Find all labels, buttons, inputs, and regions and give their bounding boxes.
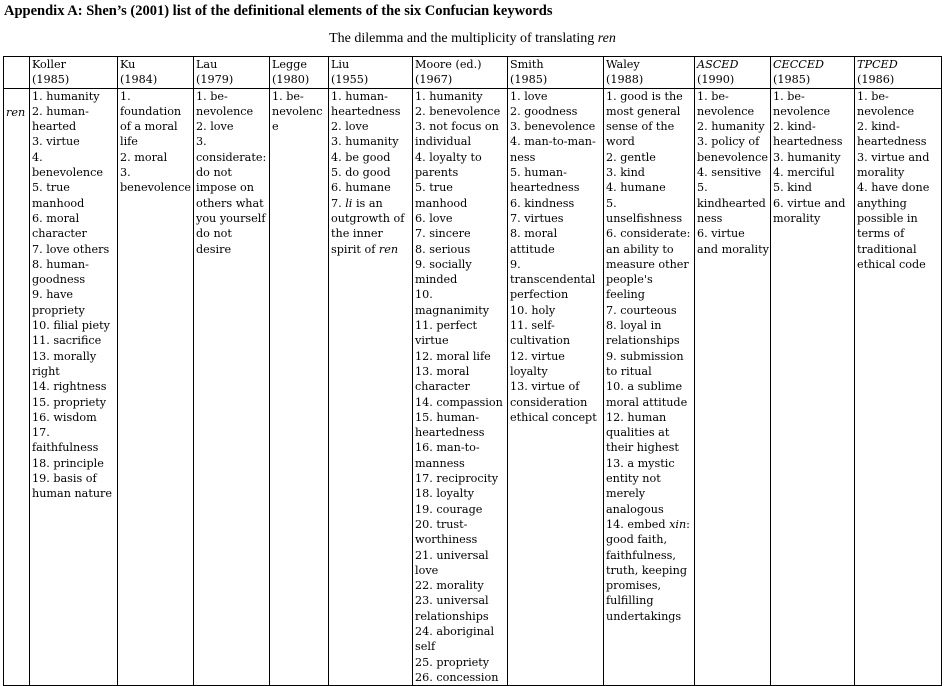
corner-cell: [4, 57, 30, 89]
translation-item: 6. humane: [331, 181, 391, 195]
translation-cell: [194, 88, 270, 686]
translation-item: 1. love: [510, 89, 548, 103]
translation-item: 17. reciprocity: [415, 472, 499, 486]
translation-item: 3. policy of benevolence: [697, 135, 768, 164]
source-year: (1985): [773, 73, 811, 87]
translation-item: 20. trust-worthiness: [415, 517, 478, 547]
source-name: Ku: [120, 58, 136, 71]
translation-item: 1. humanity: [32, 89, 100, 103]
caption-text: The dilemma and the multiplicity of translating: [329, 31, 598, 46]
translation-item: 2. kind-heartedness: [857, 120, 927, 149]
translation-item: 17. faithfulness: [32, 426, 99, 455]
translation-item: 2. gentle: [606, 150, 656, 164]
translation-cell: [695, 88, 771, 686]
source-name: Lau: [196, 58, 218, 71]
term-ren: ren: [378, 242, 399, 256]
source-name: Koller: [32, 58, 66, 71]
translation-item: 14. rightness: [32, 380, 107, 394]
translation-item: 1. be-nevolence: [773, 89, 831, 118]
translation-item: 5. true manhood: [415, 181, 468, 210]
translation-item: 3. considerate: do not impose on others what you yourself do not desire: [196, 135, 267, 256]
translation-item: 9. socially minded: [415, 257, 472, 287]
translation-item: 9. transcendental perfection: [510, 257, 596, 302]
translation-item: 7. sincere: [415, 227, 471, 241]
column-header: [695, 57, 771, 89]
translation-item: 4. benevolence: [32, 150, 103, 180]
translation-item: 7. li is an outgrowth of the inner spirit of ren: [331, 196, 405, 256]
translation-cell: [329, 88, 413, 686]
translation-item: 12. human qualities at their highest: [606, 410, 679, 455]
column-header: [194, 57, 270, 89]
translation-item: 9. submission to ritual: [606, 349, 684, 378]
column-header: [118, 57, 194, 89]
translation-item: 8. serious: [415, 242, 471, 256]
translation-list: [120, 89, 192, 196]
translation-item: 1. good is the most general sense of the word: [606, 89, 683, 149]
translation-item: 10. magnanimity: [415, 288, 490, 317]
translation-item: 3. virtue: [32, 135, 80, 149]
translation-item: 5. human-heartedness: [510, 166, 580, 195]
translation-list: [857, 89, 940, 273]
translation-item: 11. self-cultivation: [510, 319, 571, 348]
source-name: Moore (ed.): [415, 58, 482, 71]
row-label: ren: [4, 88, 30, 686]
translation-item: 1. be-nevolence: [272, 89, 323, 134]
translation-item: 7. love others: [32, 242, 110, 256]
translation-item: 14. compassion: [415, 395, 503, 409]
translation-item: 16. wisdom: [32, 410, 97, 424]
source-year: (1955): [331, 73, 369, 87]
translation-item: 4. sensitive: [697, 166, 762, 180]
source-name: Waley: [606, 58, 640, 71]
translation-item: 22. morality: [415, 579, 484, 593]
source-year: (1980): [272, 73, 310, 87]
translation-item: 1. humanity: [415, 89, 483, 103]
translation-cell: [508, 88, 604, 686]
column-header: [413, 57, 508, 89]
translation-list: [697, 89, 769, 257]
translation-item: 5. true manhood: [32, 181, 85, 210]
translation-item: 3. kind: [606, 166, 645, 180]
column-header: [855, 57, 942, 89]
translation-item: 5. kind: [773, 181, 812, 195]
translation-item: 6. virtue and morality: [773, 196, 846, 225]
translation-cell: [855, 88, 942, 686]
translation-item: 1. be-nevolence: [196, 89, 254, 118]
translation-cell: [771, 88, 855, 686]
translation-item: 26. concession: [415, 670, 499, 684]
table-caption: [0, 31, 945, 47]
translation-item: 1. be-nevolence: [857, 89, 915, 118]
translation-item: 2. love: [331, 120, 369, 134]
column-header: [30, 57, 118, 89]
translation-item: 7. virtues: [510, 211, 564, 225]
translation-cell: [604, 88, 695, 686]
translation-item: 12. moral life: [415, 349, 491, 363]
translation-item: 3. humanity: [331, 135, 399, 149]
source-year: (1990): [697, 73, 735, 87]
translation-item: 2. kind-heartedness: [773, 120, 843, 149]
translation-item: 25. propriety: [415, 655, 490, 669]
translation-item: 6. love: [415, 211, 453, 225]
source-name: Legge: [272, 58, 307, 71]
translation-list: [196, 89, 268, 257]
translation-item: 12. virtue loyalty: [510, 349, 565, 378]
translation-item: 2. love: [196, 120, 234, 134]
translation-item: 14. embed xin: good faith, faithfulness, truth, keeping promises, fulfilling undertakings: [606, 517, 690, 623]
translation-item: 5. unselfishness: [606, 196, 683, 225]
column-header: [329, 57, 413, 89]
translation-item: 15. human-heartedness: [415, 410, 485, 440]
translation-item: 23. universal relationships: [415, 594, 489, 623]
translation-item: 19. courage: [415, 502, 483, 516]
translation-item: 11. sacrifice: [32, 334, 102, 348]
source-name: CECCED: [773, 58, 824, 71]
translation-item: 11. perfect virtue: [415, 319, 478, 348]
translation-item: 6. moral character: [32, 211, 87, 241]
translation-item: 1. be-nevolence: [697, 89, 755, 118]
term-xin: xin: [669, 517, 687, 531]
translation-item: 4. have done anything possible in terms of traditional ethical code: [857, 181, 930, 271]
translation-item: 15. propriety: [32, 395, 107, 409]
source-year: (1967): [415, 73, 453, 87]
translation-list: [331, 89, 411, 257]
translation-item: 9. have propriety: [32, 288, 85, 317]
translation-item: 2. moral: [120, 150, 168, 164]
translation-item: 10. filial piety: [32, 319, 110, 333]
source-name: Liu: [331, 58, 350, 71]
translation-item: 2. goodness: [510, 104, 578, 118]
translation-list: [773, 89, 853, 227]
translation-item: 18. loyalty: [415, 487, 475, 501]
translation-item: 19. basis of human nature: [32, 472, 112, 501]
column-header: [508, 57, 604, 89]
appendix-heading: Appendix A: Shen’s (2001) list of the definitional elements of the six Confucian keywords: [4, 3, 553, 19]
translation-cell: [30, 88, 118, 686]
source-name: TPCED: [857, 58, 898, 71]
translation-item: 5. kindheartedness: [697, 181, 766, 225]
translation-item: 7. courteous: [606, 303, 677, 317]
translation-item: 13. moral character: [415, 364, 470, 394]
caption-term: ren: [597, 31, 616, 46]
translation-item: 10. holy: [510, 303, 556, 317]
translation-item: 13. a mystic entity not merely analogous: [606, 456, 675, 516]
translation-cell: [270, 88, 329, 686]
translation-cell: [118, 88, 194, 686]
translation-item: 2. human-hearted: [32, 104, 89, 134]
column-header: [771, 57, 855, 89]
translation-list: [32, 89, 116, 502]
term-li: li: [345, 196, 353, 210]
header-row: [4, 57, 942, 89]
column-header: [604, 57, 695, 89]
source-year: (1979): [196, 73, 234, 87]
translation-item: 2. humanity: [697, 120, 765, 134]
source-name: Smith: [510, 58, 544, 71]
translation-item: 4. be good: [331, 150, 391, 164]
translation-list: [510, 89, 602, 426]
translation-item: 1. human-heartedness: [331, 89, 401, 118]
translation-item: 24. aboriginal self: [415, 624, 495, 654]
translation-item: 3. not focus on individual: [415, 120, 499, 149]
translation-item: 8. loyal in relationships: [606, 319, 680, 348]
translation-list: [606, 89, 693, 624]
translation-item: 4. humane: [606, 181, 666, 195]
translation-item: 13. virtue of consideration ethical concept: [510, 380, 597, 424]
translation-item: 4. loyalty to parents: [415, 150, 482, 180]
translation-item: 8. moral attitude: [510, 227, 558, 256]
source-year: (1985): [32, 73, 70, 87]
translation-item: 18. principle: [32, 456, 104, 470]
translation-item: 6. kindness: [510, 196, 575, 210]
translation-item: 3. humanity: [773, 150, 841, 164]
translation-item: 2. benevolence: [415, 104, 501, 118]
translation-cell: [413, 88, 508, 686]
translation-item: 21. universal love: [415, 548, 489, 577]
source-year: (1986): [857, 73, 895, 87]
translation-item: 5. do good: [331, 166, 391, 180]
source-year: (1988): [606, 73, 644, 87]
translation-item: 3. benevolence: [120, 166, 191, 195]
translation-item: 10. a sublime moral attitude: [606, 380, 688, 409]
translation-item: 4. merciful: [773, 166, 835, 180]
translations-table: [3, 56, 942, 686]
translation-item: 1. foundation of a moral life: [120, 89, 182, 149]
translation-item: 8. human-goodness: [32, 257, 89, 287]
translation-item: 13. morally right: [32, 349, 97, 378]
translation-item: 4. man-to-man-ness: [510, 135, 596, 164]
column-header: [270, 57, 329, 89]
translation-item: 16. man-to-manness: [415, 441, 480, 470]
translation-item: 6. considerate: an ability to measure other people's feeling: [606, 227, 691, 302]
translation-item: 3. benevolence: [510, 120, 596, 134]
source-name: ASCED: [697, 58, 739, 71]
translation-item: 6. virtue and morality: [697, 227, 769, 256]
translation-list: [415, 89, 506, 686]
translation-item: 3. virtue and morality: [857, 150, 930, 180]
ren-row: [4, 88, 942, 686]
source-year: (1985): [510, 73, 548, 87]
source-year: (1984): [120, 73, 158, 87]
translation-list: [272, 89, 327, 135]
